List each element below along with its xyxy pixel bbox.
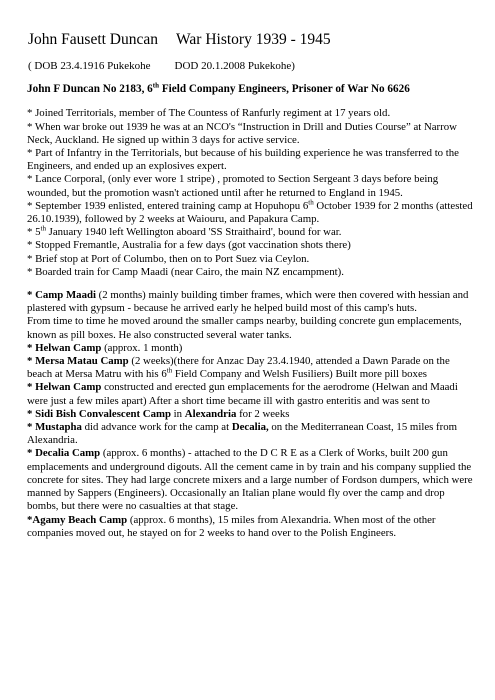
- document-page: [24, 30, 476, 540]
- dod-text: DOD 20.1.2008 Pukekohe): [174, 60, 295, 72]
- enlisted-sup: th: [308, 198, 314, 207]
- entry-camp-maadi: [27, 289, 476, 315]
- camp-maadi-text: (2 months) mainly building timber frames, which were then covered with hessian and plastered with gypsum - because he arrived early he helped build most of this camp's huts.: [27, 289, 469, 315]
- left-text-a: * 5: [27, 226, 41, 239]
- heading-text-a: John F Duncan No 2183, 6: [27, 83, 153, 96]
- mustapha-text-b: on the Mediterranean Coast, 15 miles from Alexandria.: [27, 421, 458, 447]
- camp-maadi-label: * Camp Maadi: [27, 289, 96, 302]
- helwan-text-1: (approx. 1 month): [101, 341, 183, 354]
- mustapha-label: * Mustapha: [27, 421, 82, 434]
- mersa-sup: th: [166, 366, 173, 375]
- left-text-b: January 1940 left Wellington aboard 'SS Straithaird', bound for war.: [45, 226, 342, 239]
- entry-infantry: * Part of Infantry in the Territorials, but because of his building experience he was transferred to the Engineers, and ended up an explosives expert.: [27, 147, 459, 173]
- entry-outbreak: * When war broke out 1939 he was at an NCO's “Instruction in Drill and Duties Course” at Narrow Neck, Auckland. He signed up within 3 days for active service.: [27, 120, 457, 146]
- entry-mustapha: [27, 421, 476, 447]
- service-heading: [27, 83, 476, 96]
- helwan-label-2: * Helwan Camp: [27, 381, 102, 394]
- title-name: John Fausett Duncan: [28, 31, 159, 48]
- entry-fremantle: * Stopped Fremantle, Australia for a few days (got vaccination shots there): [27, 239, 351, 252]
- decalia-text: (approx. 6 months) - attached to the D C R E as a Clerk of Works, built 200 gun emplacements and underground digouts. All the cement came in by train and his company supplied the concrete for sites. They had large concrete mixers and a large number of Fordson dumpers, which were manned by Sappers (Engineers). Occasionally an Italian plane would fly over the camp and drop bombs, but there were no casualties at that stage.: [27, 447, 473, 513]
- sidi-bish-label: * Sidi Bish Convalescent Camp: [27, 407, 171, 420]
- sidi-bish-text-a: in: [170, 407, 185, 420]
- decalia-label: * Decalia Camp: [27, 447, 101, 460]
- entry-helwan-1: [27, 342, 476, 355]
- left-sup: th: [40, 224, 46, 233]
- document-title: [28, 30, 476, 49]
- entry-mersa-matau: [27, 355, 476, 381]
- decalia-label-inline: Decalia,: [231, 421, 269, 434]
- mersa-text-b: Field Company and Welsh Fusiliers) Built more pill boxes: [172, 368, 427, 381]
- mersa-text-a: (2 weeks)(there for Anzac Day 23.4.1940, attended a Dawn Parade on the beach at Mersa Matru with his 6: [27, 355, 450, 381]
- mersa-label: * Mersa Matau Camp: [27, 355, 129, 368]
- enlisted-text-a: * September 1939 enlisted, entered training camp at Hopuhopu 6: [27, 199, 309, 212]
- entry-lance-corporal: * Lance Corporal, (only ever wore 1 stripe) , promoted to Section Sergeant 3 days before being wounded, but the promotion wasn't actioned until after he returned to England in 1945.: [27, 173, 439, 199]
- enlisted-text-b: October 1939 for 2 months (attested 26.10.1939), followed by 2 weeks at Waiouru, and Papakura Camp.: [27, 199, 473, 226]
- entry-columbo: * Brief stop at Port of Columbo, then on to Port Suez via Ceylon.: [27, 252, 310, 265]
- entry-train-maadi: * Boarded train for Camp Maadi (near Cairo, the main NZ encampment).: [27, 265, 344, 278]
- alexandria-label: Alexandria: [184, 407, 237, 420]
- entry-territorials: * Joined Territorials, member of The Countess of Ranfurly regiment at 17 years old.: [27, 107, 391, 120]
- entry-decalia-camp: [27, 447, 476, 513]
- agamy-text: (approx. 6 months), 15 miles from Alexandria. When most of the other companies moved out, he stayed on for 2 weeks to hand over to the Polish Engineers.: [27, 513, 436, 539]
- title-subtitle: War History 1939 - 1945: [176, 31, 331, 48]
- entry-pill-boxes: From time to time he moved around the smaller camps nearby, building concrete gun emplacements, known as pill boxes. He also constructed several water tanks.: [27, 315, 462, 341]
- entry-sidi-bish: [27, 408, 476, 421]
- dob-text: ( DOB 23.4.1916 Pukekohe: [28, 60, 151, 72]
- birth-death-dates: [28, 60, 476, 73]
- heading-text-b: Field Company Engineers, Prisoner of War No 6626: [159, 83, 410, 96]
- entry-enlisted: [27, 200, 476, 226]
- sidi-bish-text-b: for 2 weeks: [236, 407, 290, 420]
- mustapha-text-a: did advance work for the camp at: [81, 421, 232, 434]
- agamy-label: *Agamy Beach Camp: [27, 513, 128, 526]
- entry-left-wellington: [27, 226, 476, 239]
- entry-agamy-beach: [27, 514, 476, 540]
- paragraph-gap: [24, 279, 476, 289]
- helwan-text-2: constructed and erected gun emplacements for the aerodrome (Helwan and Maadi were just a few miles apart) After a short time became ill with gastro enteritis and was sent to: [27, 381, 458, 407]
- helwan-label-1: * Helwan Camp: [27, 341, 102, 354]
- entry-helwan-2: [27, 381, 476, 407]
- heading-sup: th: [152, 81, 160, 90]
